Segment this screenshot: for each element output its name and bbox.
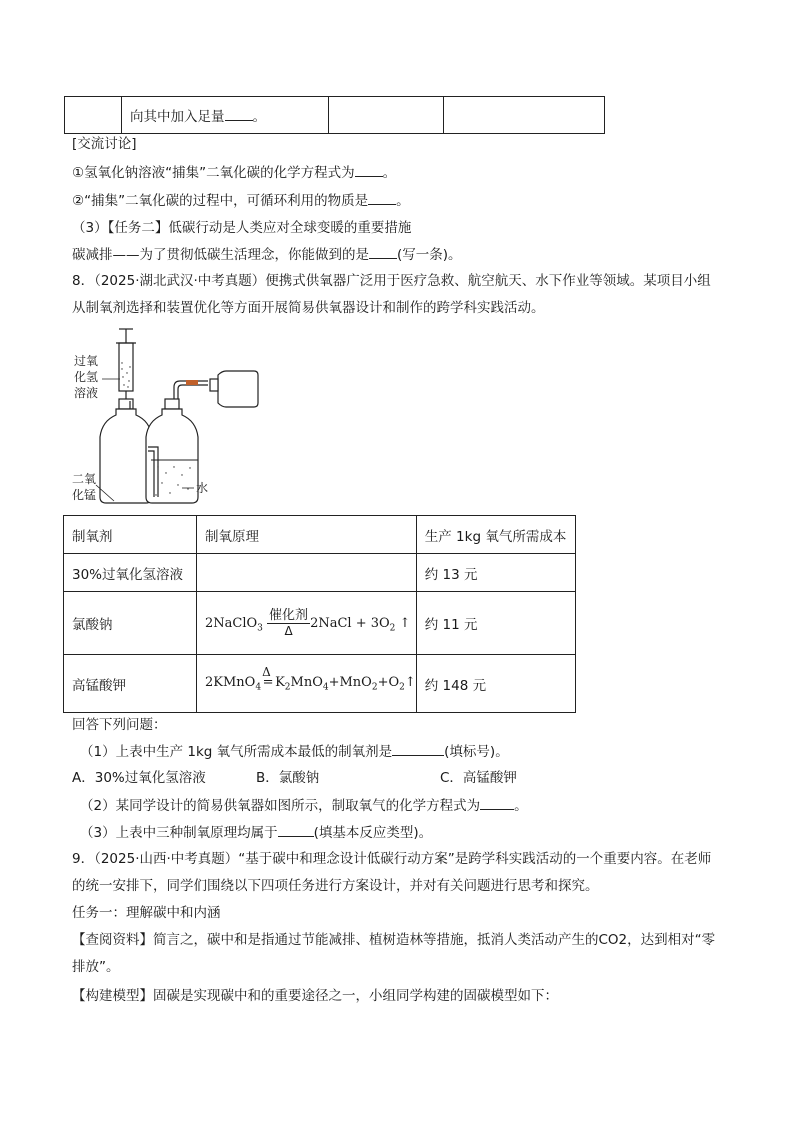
table-cell: 约 13 元 xyxy=(416,554,575,592)
task2-reduce: 碳减排——为了贯彻低碳生活理念，你能做到的是 (写一条)。 xyxy=(72,244,462,265)
answer-blank[interactable] xyxy=(392,741,444,756)
discussion-q2: ②“捕集”二氧化碳的过程中，可循环利用的物质是 。 xyxy=(72,190,410,211)
table-cell: 30%过氧化氢溶液 xyxy=(64,554,197,592)
option-a[interactable]: A．30%过氧化氢溶液 xyxy=(72,770,206,786)
q9-line2: 的统一安排下，同学们围绕以下四项任务进行方案设计，并对有关问题进行思考和探究。 xyxy=(72,878,599,894)
q9-task1: 任务一：理解碳中和内涵 xyxy=(72,905,221,921)
label-h2o2-1: 过氧 xyxy=(74,354,99,368)
q8-sub3: （3）上表中三种制氧原理均属于 (填基本反应类型)。 xyxy=(80,822,432,843)
label-h2o2-3: 溶液 xyxy=(74,386,99,400)
table-cell: 向其中加入足量 。 xyxy=(122,97,329,134)
table-cell xyxy=(197,554,417,592)
rubber-tube-icon xyxy=(186,380,198,385)
option-b[interactable]: B．氯酸钠 xyxy=(256,770,320,786)
table-cell: 约 11 元 xyxy=(416,592,575,655)
q8-line1: 8．（2025·湖北武汉·中考真题）便携式供氧器广泛用于医疗急救、航空航天、水下作业等领域。某项目小组 xyxy=(72,273,711,289)
table-cell: 约 148 元 xyxy=(416,655,575,713)
q8-sub2: （2）某同学设计的简易供氧器如图所示，制取氧气的化学方程式为 。 xyxy=(80,795,528,816)
table-header: 制氧剂 xyxy=(64,516,197,554)
label-h2o2-2: 化氢 xyxy=(74,370,99,384)
table-cell: 氯酸钠 xyxy=(64,592,197,655)
table-cell xyxy=(329,97,444,134)
answer-blank[interactable] xyxy=(480,795,514,810)
q8-sub1: （1）上表中生产 1kg 氧气所需成本最低的制氧剂是 (填标号)。 xyxy=(80,741,509,762)
equation-kmno4: 2KMnO$_4$ Δ = $K_2MnO_4+MnO_2+O_2↑$ xyxy=(197,655,417,713)
label-water: 水 xyxy=(196,481,209,495)
answer-blank[interactable] xyxy=(225,106,253,121)
table-cell: 高锰酸钾 xyxy=(64,655,197,713)
oxygen-agent-table xyxy=(63,515,576,713)
answer-blank[interactable] xyxy=(369,244,397,259)
top-table-fragment xyxy=(64,96,605,134)
q9-info-line2: 排放”。 xyxy=(72,959,120,975)
table-header: 制氧原理 xyxy=(197,516,417,554)
oxygen-generator-figure xyxy=(70,325,270,505)
option-c[interactable]: C．高锰酸钾 xyxy=(440,770,517,786)
task2-line: （3）【任务二】低碳行动是人类应对全球变暖的重要措施 xyxy=(72,220,412,236)
answer-blank[interactable] xyxy=(355,162,383,177)
q9-info-line1: 【查阅资料】简言之，碳中和是指通过节能减排、植树造林等措施，抵消人类活动产生的CO2，达到相对“零 xyxy=(72,932,716,948)
label-mno2-2: 化锰 xyxy=(72,488,97,502)
discussion-heading: [交流讨论] xyxy=(72,136,137,152)
label-mno2-1: 二氧 xyxy=(72,472,97,486)
reaction-condition: 催化剂 Δ xyxy=(269,607,309,638)
table-cell xyxy=(65,97,122,134)
q9-model: 【构建模型】固碳是实现碳中和的重要途径之一，小组同学构建的固碳模型如下： xyxy=(72,988,558,1004)
cell-text: 向其中加入足量 xyxy=(130,109,225,125)
answer-intro: 回答下列问题： xyxy=(72,717,167,733)
equation-naclo3: 2NaClO$_3$ 催化剂 Δ 2NaCl + $3O_2$ ↑ xyxy=(197,592,417,655)
answer-blank[interactable] xyxy=(278,822,314,837)
discussion-q1: ①氢氧化钠溶液“捕集”二氧化碳的化学方程式为 。 xyxy=(72,162,396,183)
table-header: 生产 1kg 氧气所需成本 xyxy=(416,516,575,554)
answer-blank[interactable] xyxy=(368,190,396,205)
table-cell xyxy=(444,97,605,134)
q9-line1: 9．（2025·山西·中考真题）“基于碳中和理念设计低碳行动方案”是跨学科实践活动的一个重要内容。在老师 xyxy=(72,851,712,867)
q8-line2: 从制氧剂选择和装置优化等方面开展简易供氧器设计和制作的跨学科实践活动。 xyxy=(72,300,545,316)
